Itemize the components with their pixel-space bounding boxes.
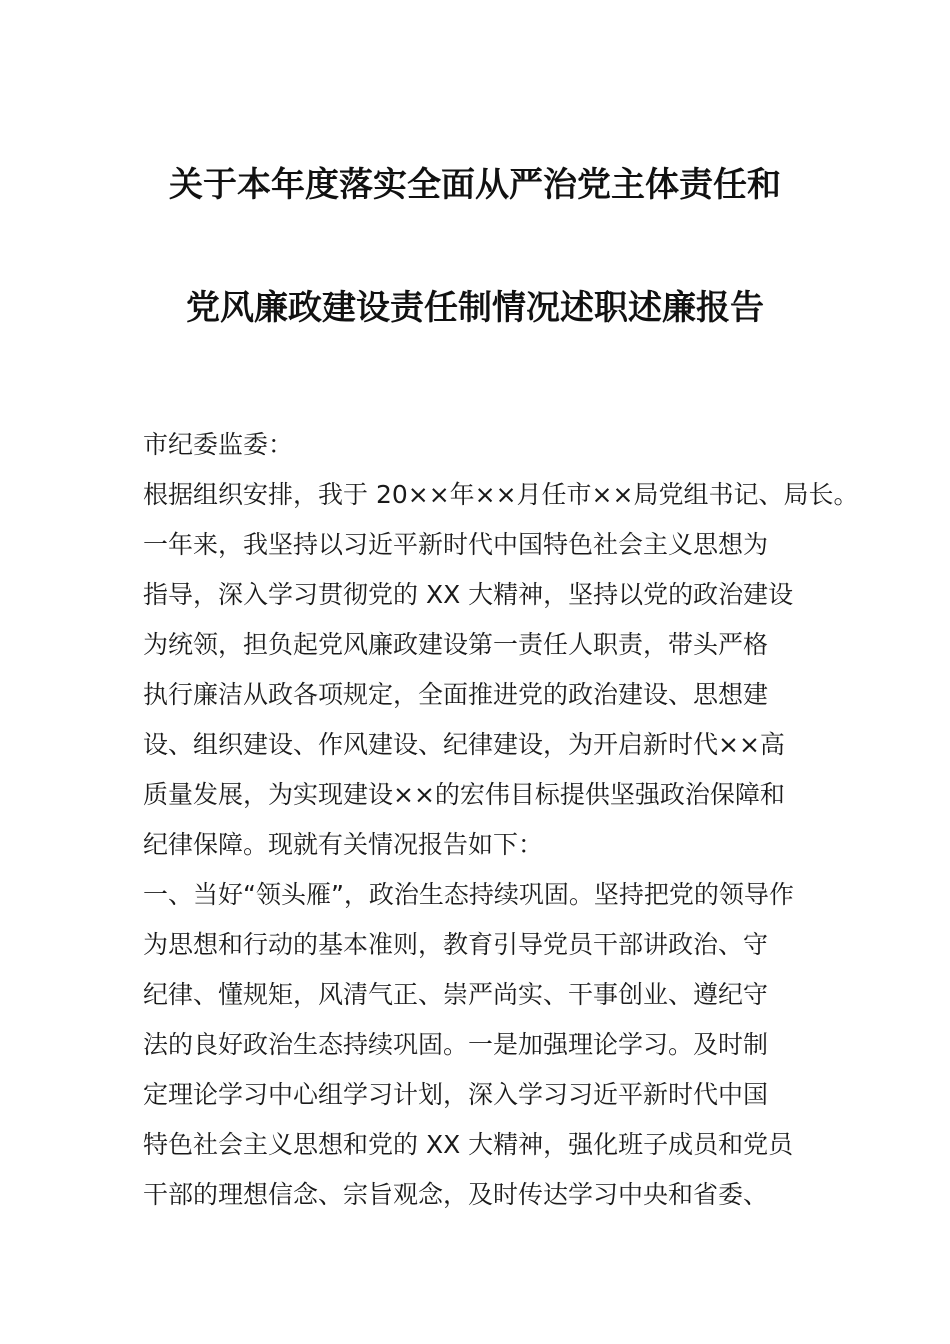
document-body [143,420,859,1220]
paragraph-line: 定理论学习中心组学习计划，深入学习习近平新时代中国 [143,1080,769,1109]
paragraph-line: 执行廉洁从政各项规定，全面推进党的政治建设、思想建 [143,680,769,709]
paragraph-line: 为思想和行动的基本准则，教育引导党员干部讲政治、守 [143,930,769,959]
paragraph-line: 指导，深入学习贯彻党的 XX 大精神，坚持以党的政治建设 [143,580,794,609]
paragraph-line: 一、当好“领头雁”，政治生态持续巩固。坚持把党的领导作 [143,880,794,909]
paragraph-line: 纪律、懂规矩，风清气正、崇严尚实、干事创业、遵纪守 [143,980,769,1009]
paragraph-line: 一年来，我坚持以习近平新时代中国特色社会主义思想为 [143,530,769,559]
paragraph-line: 特色社会主义思想和党的 XX 大精神，强化班子成员和党员 [143,1130,794,1159]
paragraph-line: 干部的理想信念、宗旨观念，及时传达学习中央和省委、 [143,1180,769,1209]
salutation: 市纪委监委： [143,430,294,459]
document-title-line-2: 党风廉政建设责任制情况述职述廉报告 [186,288,764,328]
paragraph-line: 纪律保障。现就有关情况报告如下： [143,830,544,859]
paragraph-line: 为统领，担负起党风廉政建设第一责任人职责，带头严格 [143,630,769,659]
document-title-line-1: 关于本年度落实全面从严治党主体责任和 [169,165,781,205]
paragraph-line: 质量发展，为实现建设××的宏伟目标提供坚强政治保障和 [143,780,785,809]
paragraph-line: 设、组织建设、作风建设、纪律建设，为开启新时代××高 [143,730,785,759]
paragraph-line: 法的良好政治生态持续巩固。一是加强理论学习。及时制 [143,1030,769,1059]
paragraph-line: 根据组织安排，我于 20××年××月任市××局党组书记、局长。 [143,480,859,509]
